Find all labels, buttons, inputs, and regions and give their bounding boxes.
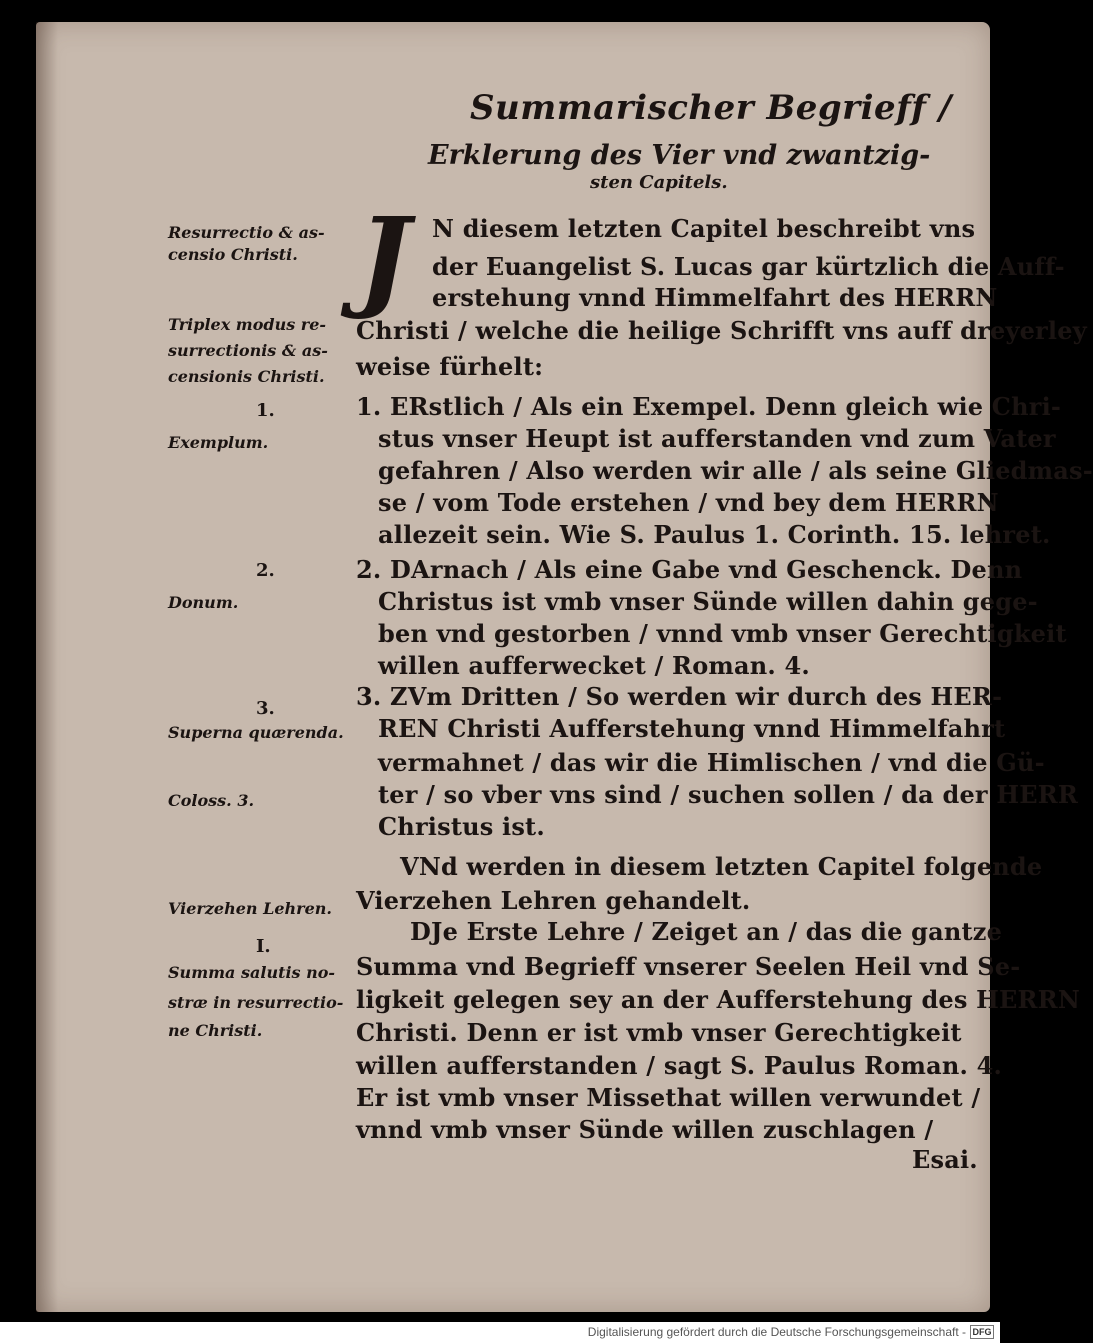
- body-line: der Euangelist S. Lucas gar kürtzlich die Auff-: [432, 252, 1065, 281]
- body-line: 3. ZVm Dritten / So werden wir durch des HER-: [356, 682, 1003, 711]
- body-line: DJe Erste Lehre / Zeiget an / das die gantze: [410, 917, 1003, 946]
- body-line: VNd werden in diesem letzten Capitel folgende: [400, 852, 1043, 881]
- body-line: vnnd vmb vnser Sünde willen zuschlagen /: [356, 1115, 934, 1144]
- body-line: Vierzehen Lehren gehandelt.: [356, 886, 751, 915]
- margin-note: Vierzehen Lehren.: [168, 899, 332, 918]
- body-line: Christi / welche die heilige Schrifft vns auff dreyerley: [356, 316, 1087, 345]
- body-line: ter / so vber vns sind / suchen sollen / da der HERR: [378, 780, 1078, 809]
- body-line: gefahren / Also werden wir alle / als seine Gliedmas-: [378, 456, 1093, 485]
- margin-note: Resurrectio & as-: [168, 223, 325, 242]
- body-line: ben vnd gestorben / vnnd vmb vnser Gerechtigkeit: [378, 619, 1067, 648]
- margin-note: Donum.: [168, 593, 239, 612]
- margin-note: ne Christi.: [168, 1021, 263, 1040]
- margin-note: I.: [256, 936, 271, 957]
- body-line: willen aufferwecket / Roman. 4.: [378, 651, 810, 680]
- body-line: se / vom Tode erstehen / vnd bey dem HERRN: [378, 488, 999, 517]
- margin-note: 3.: [256, 698, 275, 719]
- body-line: erstehung vnnd Himmelfahrt des HERRN: [432, 283, 998, 312]
- body-line: vermahnet / das wir die Himlischen / vnd die Gü-: [378, 748, 1045, 777]
- page-heading: Summarischer Begrieff /: [470, 88, 952, 128]
- body-line: ligkeit gelegen sey an der Aufferstehung des HERRN: [356, 985, 1080, 1014]
- body-line: 2. DArnach / Als eine Gabe vnd Geschenck. Denn: [356, 555, 1023, 584]
- margin-note: censionis Christi.: [168, 367, 325, 386]
- body-line: REN Christi Aufferstehung vnnd Himmelfahrt: [378, 714, 1006, 743]
- page-subheading: Erklerung des Vier vnd zwantzig-: [428, 140, 931, 171]
- margin-note: surrectionis & as-: [168, 341, 328, 360]
- margin-note: Triplex modus re-: [168, 315, 327, 334]
- margin-note: 2.: [256, 560, 275, 581]
- drop-capital: J: [357, 193, 411, 322]
- margin-note: Coloss. 3.: [168, 791, 255, 810]
- margin-note: stræ in resurrectio-: [168, 993, 344, 1012]
- margin-note: 1.: [256, 400, 275, 421]
- body-line: Christus ist.: [378, 812, 545, 841]
- body-line: weise fürhelt:: [356, 352, 544, 381]
- body-line: N diesem letzten Capitel beschreibt vns: [432, 214, 976, 243]
- body-line: Summa vnd Begrieff vnserer Seelen Heil vnd Se-: [356, 952, 1021, 981]
- margin-note: Summa salutis no-: [168, 963, 336, 982]
- body-line: stus vnser Heupt ist aufferstanden vnd zum Vater: [378, 424, 1056, 453]
- body-line: Esai.: [912, 1145, 978, 1174]
- margin-note: censio Christi.: [168, 245, 298, 264]
- body-line: Christi. Denn er ist vmb vnser Gerechtigkeit: [356, 1018, 962, 1047]
- gutter-shadow: [36, 22, 58, 1312]
- body-line: allezeit sein. Wie S. Paulus 1. Corinth. 15. lehret.: [378, 520, 1051, 549]
- margin-note: Exemplum.: [168, 433, 269, 452]
- page-subheading-2: sten Capitels.: [590, 172, 728, 193]
- body-line: Er ist vmb vnser Missethat willen verwundet /: [356, 1083, 981, 1112]
- body-line: Christus ist vmb vnser Sünde willen dahin gege-: [378, 587, 1038, 616]
- body-line: willen aufferstanden / sagt S. Paulus Roman. 4.: [356, 1051, 1003, 1080]
- dfg-logo: DFG: [970, 1325, 994, 1339]
- funding-credit: Digitalisierung gefördert durch die Deutsche Forschungsgemeinschaft -: [587, 1325, 966, 1339]
- margin-note: Superna quærenda.: [168, 723, 344, 742]
- body-line: 1. ERstlich / Als ein Exempel. Denn gleich wie Chri-: [356, 392, 1062, 421]
